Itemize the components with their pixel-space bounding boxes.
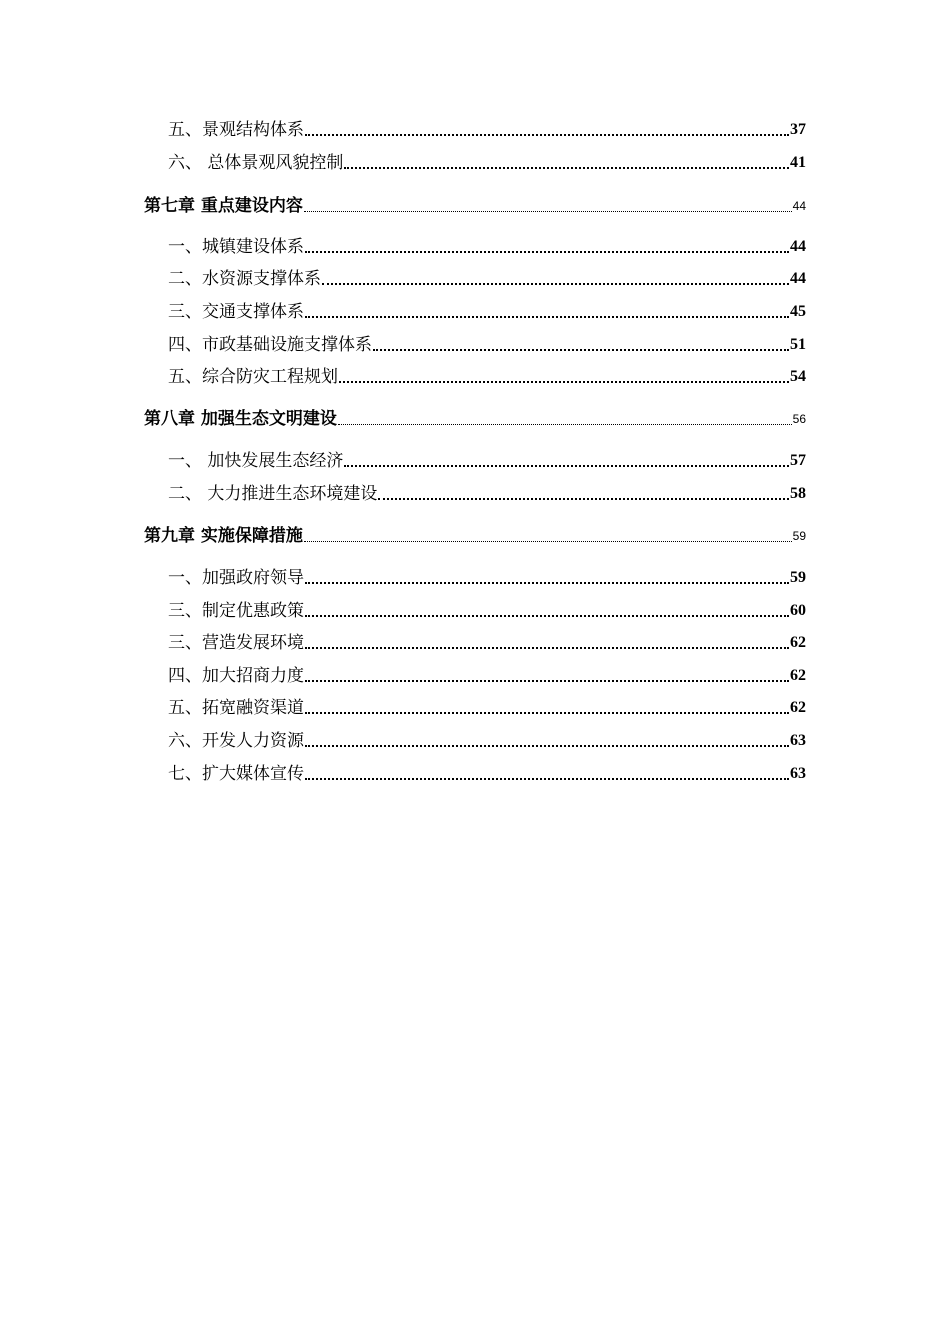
toc-entry-label: 七、扩大媒体宣传 [168,764,304,784]
toc-entry[interactable] [168,697,806,719]
toc-entry-label: 一、 加快发展生态经济 [168,451,344,471]
toc-entry[interactable] [168,600,806,622]
toc-entry-page: 51 [790,336,806,353]
toc-entry-label: 六、 总体景观风貌控制 [168,153,344,173]
toc-entry[interactable] [168,119,806,141]
toc-entry-label: 五、综合防灾工程规划 [168,367,338,387]
toc-chapter-label: 第九章 实施保障措施 [144,526,303,546]
toc-entry[interactable] [168,334,806,356]
toc-entry[interactable] [168,730,806,752]
toc-entry-page: 44 [790,238,806,255]
toc-entry-page: 57 [790,452,806,469]
toc-entry-page: 62 [790,699,806,716]
toc-entry-label: 五、景观结构体系 [168,120,304,140]
dot-leader [305,236,789,258]
toc-entry-page: 62 [790,667,806,684]
dot-leader [305,697,789,719]
dot-leader [305,567,789,589]
toc-entry-page: 63 [790,732,806,749]
toc-entry-page: 60 [790,602,806,619]
toc-entry-label: 六、开发人力资源 [168,731,304,751]
dot-leader [305,763,789,785]
toc-entry-page: 44 [790,270,806,287]
toc-chapter-page: 44 [792,199,806,213]
toc-entry-page: 58 [790,485,806,502]
toc-chapter-label: 第七章 重点建设内容 [144,196,303,216]
dot-leader [305,632,789,654]
toc-entry[interactable] [168,665,806,687]
toc-chapter-entry[interactable] [144,195,806,217]
toc-entry[interactable] [168,763,806,785]
toc-entry-label: 四、市政基础设施支撑体系 [168,335,372,355]
toc-entry-page: 45 [790,303,806,320]
toc-entry[interactable] [168,567,806,589]
toc-entry-label: 一、城镇建设体系 [168,237,304,257]
toc-entry[interactable] [168,268,806,290]
dot-leader [344,152,789,174]
dot-leader [304,525,792,547]
toc-entry-label: 三、营造发展环境 [168,633,304,653]
toc-entry[interactable] [168,450,806,472]
toc-chapter-entry[interactable] [144,525,806,547]
toc-entry-label: 二、 大力推进生态环境建设 [168,484,378,504]
toc-entry-label: 一、加强政府领导 [168,568,304,588]
dot-leader [339,366,789,388]
dot-leader [344,450,789,472]
dot-leader [305,730,789,752]
toc-chapter-page: 56 [792,412,806,426]
toc-entry-label: 二、水资源支撑体系 [168,269,321,289]
toc-entry[interactable] [168,632,806,654]
toc-entry-page: 59 [790,569,806,586]
toc-entry-label: 三、制定优惠政策 [168,601,304,621]
dot-leader [378,483,789,505]
toc-entry-label: 四、加大招商力度 [168,666,304,686]
dot-leader [305,301,789,323]
dot-leader [373,334,789,356]
toc-entry[interactable] [168,236,806,258]
toc-entry-label: 五、拓宽融资渠道 [168,698,304,718]
toc-chapter-page: 59 [792,529,806,543]
dot-leader [305,665,789,687]
dot-leader [305,119,789,141]
toc-entry-page: 62 [790,634,806,651]
dot-leader [338,408,792,430]
toc-entry-label: 三、交通支撑体系 [168,302,304,322]
dot-leader [322,268,789,290]
toc-entry[interactable] [168,152,806,174]
toc-entry[interactable] [168,483,806,505]
toc-entry[interactable] [168,301,806,323]
dot-leader [305,600,789,622]
toc-entry-page: 63 [790,765,806,782]
toc-entry-page: 41 [790,154,806,171]
dot-leader [304,195,792,217]
toc-entry-page: 37 [790,121,806,138]
toc-entry[interactable] [168,366,806,388]
toc-chapter-entry[interactable] [144,408,806,430]
toc-chapter-label: 第八章 加强生态文明建设 [144,409,337,429]
toc-entry-page: 54 [790,368,806,385]
